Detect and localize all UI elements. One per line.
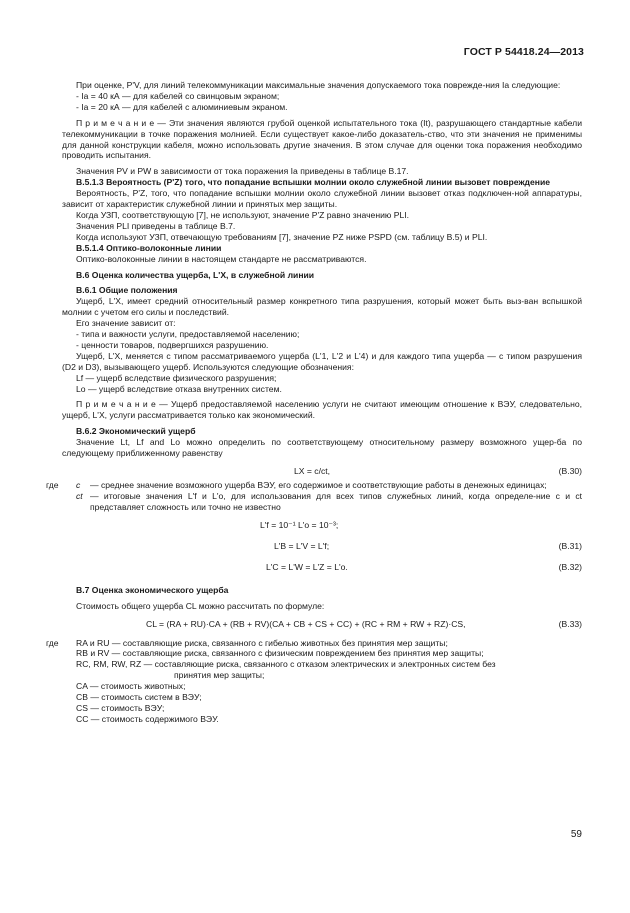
paragraph: Его значение зависит от: — [76, 318, 176, 329]
definition-row — [46, 480, 582, 491]
definition-row — [46, 491, 582, 513]
definition-text: CC — стоимость содержимого ВЭУ. — [76, 713, 219, 724]
definition-text: RA и RU — составляющие риска, связанного с гибелью животных без принятия мер защиты; — [76, 637, 448, 648]
equation-b31 — [62, 541, 582, 553]
where-label: где — [46, 480, 59, 490]
equation-text: L'B = L'V = L'f; — [274, 540, 330, 551]
page-number: 59 — [570, 829, 582, 840]
note: П р и м е ч а н и е — Эти значения являются грубой оценкой испытательного тока (It), разрушающего стандартные кабели телекоммуникации в точке поражения молнией. Если существует какое-либо доказатель-ство, что эти значения не применимы для данной конструкции кабеля, можно использовать другие значения. В этом случае для оценки тока поражения необходимо проводить испытания. — [62, 117, 582, 161]
paragraph: При оценке, P'V, для линий телекоммуникации максимальные значения допускаемого тока поврежде-ния Ia следующие: — [76, 80, 561, 90]
list-item: - ценности товаров, подвергшихся разрушению. — [76, 339, 269, 350]
list-item: - Ia = 20 кА — для кабелей с алюминиевым экраном. — [76, 101, 288, 112]
where-label: где — [46, 637, 59, 648]
equation-text: CL = (RA + RU)·CA + (RB + RV)(CA + CB + CS + CC) + (RC + RM + RW + RZ)·CS, — [146, 618, 466, 629]
paragraph: Когда используют УЗП, отвечающую требованиям [7], значение PZ ниже PSPD (см. таблицу B.5) и PLI. — [76, 231, 488, 242]
list-item: Lf — ущерб вследствие физического разрушения; — [76, 372, 277, 383]
definition-symbol: c — [76, 480, 81, 490]
paragraph: Значение Lt, Lf and Lo можно определить по соответствующему относительному размеру возможного ущер-ба по следующему приближенному равенству — [62, 437, 582, 459]
paragraph: Ущерб, L'X, меняется с типом рассматриваемого ущерба (L'1, L'2 и L'4) и для каждого типа ущерба — с типом разрушения (D2 и D3), вызывающего ущерб. Используются следующие обозначения: — [62, 350, 582, 372]
page-body — [46, 80, 582, 725]
list-item: - Ia = 40 кА — для кабелей со свинцовым экраном; — [76, 90, 280, 101]
equation-number: (B.30) — [558, 466, 582, 476]
list-item: - типа и важности услуги, предоставляемой населению; — [76, 329, 300, 340]
equation-b32 — [62, 562, 582, 574]
equation-text: L'C = L'W = L'Z = L'o. — [266, 561, 348, 572]
section-heading: B.5.1.3 Вероятность (P'Z) того, что попадание вспышки молнии около служебной линии вызовет повреждение — [76, 177, 551, 188]
section-heading: B.7 Оценка экономического ущерба — [76, 584, 229, 595]
equation-text: LX = c/ct, — [294, 466, 331, 476]
equation-text: L'f = 10⁻¹ L'o = 10⁻³; — [260, 519, 339, 530]
equation-number: (B.31) — [558, 540, 582, 551]
equation-number: (B.32) — [558, 561, 582, 572]
section-heading: B.6.2 Экономический ущерб — [76, 426, 196, 437]
equation-number: (B.33) — [558, 618, 582, 629]
definition-text: CS — стоимость ВЭУ; — [76, 702, 165, 713]
section-heading: B.6 Оценка количества ущерба, L'X, в служебной линии — [76, 269, 315, 280]
definition-text: — среднее значение возможного ущерба ВЭУ, его содержимое и соответствующие работы в денежных единицах; — [90, 480, 547, 490]
paragraph: Вероятность, P'Z, того, что попадание вспышки молнии около служебной линии вызовет отказ подключен-ной аппаратуры, зависит от характеристик служебной линии и принятых мер защиты. — [62, 188, 582, 210]
definition-row — [46, 638, 582, 649]
note: П р и м е ч а н и е — Ущерб предоставляемой населению услуги не считают имеющим отношение к ВЭУ, следовательно, ущерб, L'X, услуги рассматривается только как экономический. — [62, 399, 582, 421]
definition-symbol: ct — [76, 490, 83, 501]
definition-text: CA — стоимость животных; — [76, 681, 186, 692]
paragraph: Значения PV и PW в зависимости от тока поражения Ia приведены в таблице B.17. — [76, 166, 409, 177]
definition-text: — итоговые значения L'f и L'o, для использования для всех типов служебных линий, когда определе-ние c и ct представляет сложность или точно не известно — [90, 490, 582, 512]
section-heading: B.5.1.4 Оптико-волоконные линии — [76, 242, 222, 253]
equation-values — [62, 520, 582, 532]
paragraph: Значения PLI приведены в таблице B.7. — [76, 220, 236, 231]
standard-header: ГОСТ Р 54418.24—2013 — [463, 46, 584, 58]
definition-text: RB и RV — составляющие риска, связанного с физическим повреждением без принятия мер защиты; — [76, 648, 484, 659]
paragraph: Стоимость общего ущерба CL можно рассчитать по формуле: — [76, 600, 325, 611]
definition-text: CB — стоимость систем в ВЭУ; — [76, 692, 202, 703]
definition-text: принятия мер защиты; — [174, 670, 265, 681]
paragraph: Когда УЗП, соответствующую [7], не используют, значение P'Z равно значению PLI. — [76, 209, 410, 220]
definition-text: RC, RM, RW, RZ — составляющие риска, связанного с отказом электрических и электронных систем без — [76, 659, 496, 670]
section-heading: B.6.1 Общие положения — [76, 285, 178, 296]
paragraph: Ущерб, L'X, имеет средний относительный размер конкретного типа разрушения, который может быть выз-ван вспышкой молнии с учетом его силы и последствий. — [62, 296, 582, 318]
list-item: Lo — ущерб вследствие отказа внутренних систем. — [76, 383, 282, 394]
paragraph: Оптико-волоконные линии в настоящем стандарте не рассматриваются. — [76, 253, 367, 264]
equation-b33 — [62, 619, 582, 631]
equation-b30 — [62, 466, 582, 478]
